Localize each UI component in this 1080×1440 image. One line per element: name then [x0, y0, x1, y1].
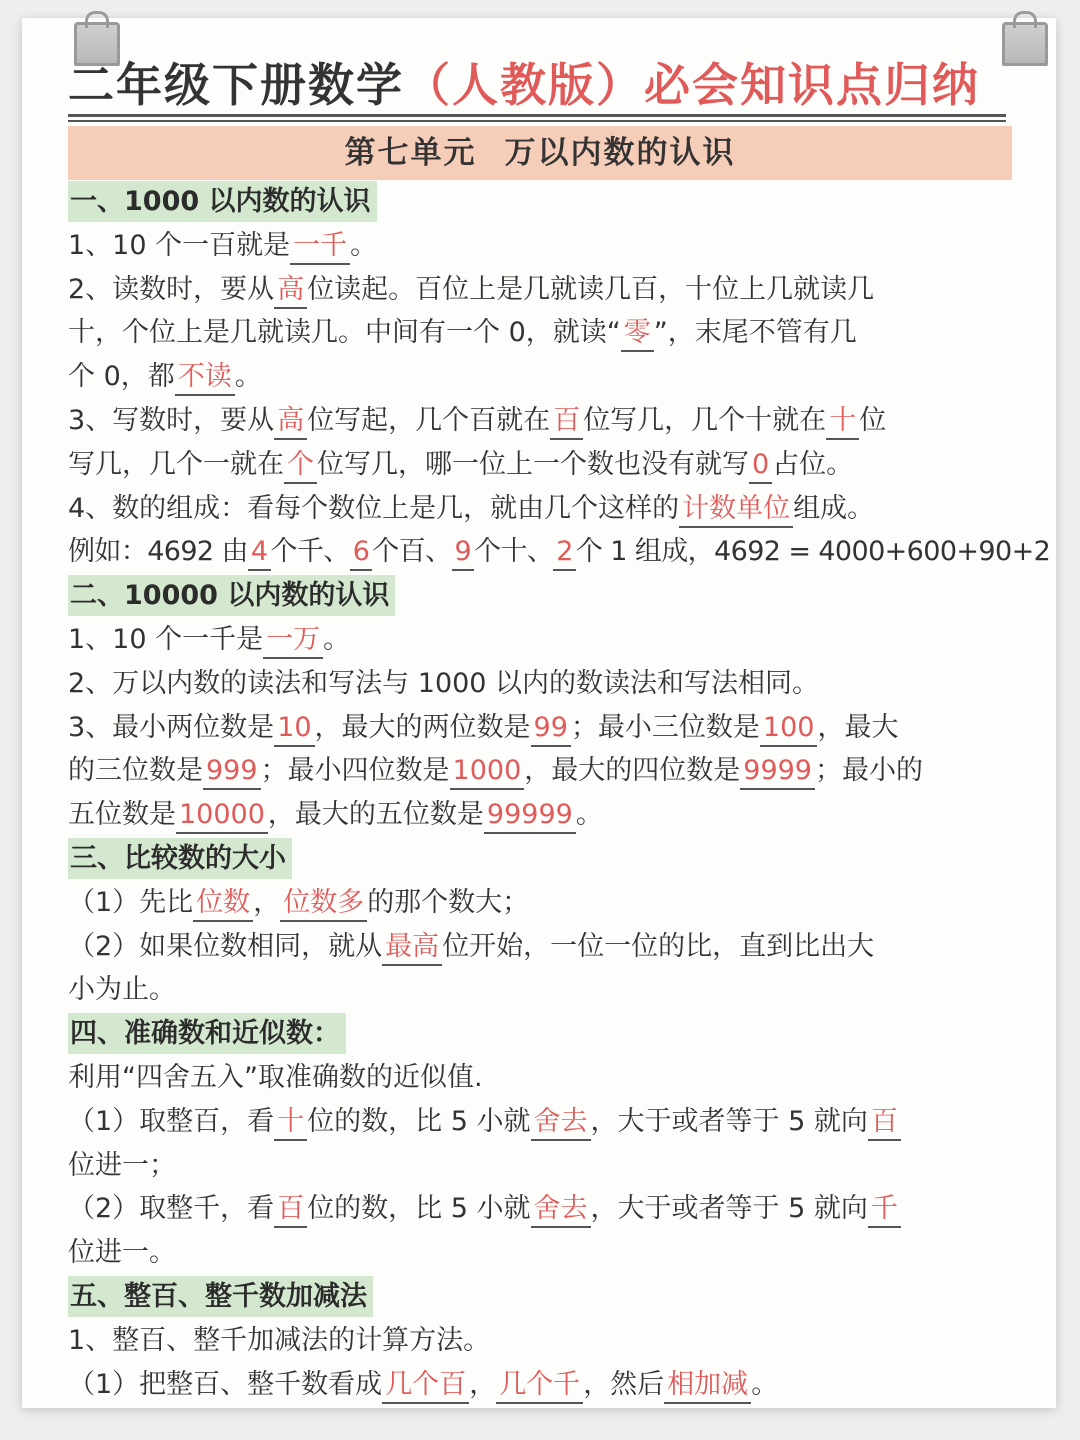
text-line: （1）取整百，看 十 位的数，比 5 小就 舍去 ，大于或者等于 5 就向 百: [68, 1100, 1012, 1144]
text-line: 3、最小两位数是 10 ，最大的两位数是 99 ；最小三位数是 100 ，最大: [68, 706, 1012, 750]
section-heading: 四、准确数和近似数：: [68, 1013, 346, 1054]
unit-name: 万以内数的认识: [504, 135, 736, 171]
answer-blank: 十: [826, 404, 859, 440]
answer-blank: 几个百: [382, 1368, 469, 1404]
answer-blank: 百: [868, 1105, 901, 1141]
answer-blank: 9999: [740, 754, 815, 790]
text-line: （2）如果位数相同，就从 最高 位开始，一位一位的比，直到比出大: [68, 925, 1012, 969]
answer-blank: 计数单位: [679, 492, 793, 528]
answer-blank: 4: [248, 535, 271, 571]
answer-blank: 6: [350, 535, 373, 571]
section-heading: 五、整百、整千数加减法: [68, 1276, 373, 1317]
title-underline: [68, 120, 1006, 122]
text-line: （2）取整千，看 百 位的数，比 5 小就 舍去 ，大于或者等于 5 就向 千: [68, 1187, 1012, 1231]
text-line: 2、万以内数的读法和写法与 1000 以内的数读法和写法相同。: [68, 667, 820, 699]
text-line: 五位数是 10000 ，最大的五位数是 99999 。: [68, 793, 1012, 837]
answer-blank: 100: [760, 711, 818, 747]
answer-blank: 百: [550, 404, 583, 440]
text-line: 4、数的组成：看每个数位上是几，就由几个这样的 计数单位 组成。: [68, 487, 1012, 531]
page-title: 二年级下册数学（人教版）必会知识点归纳: [68, 58, 980, 112]
text-line: 位进一。: [68, 1237, 176, 1269]
text-line: 位进一；: [68, 1149, 176, 1181]
answer-blank: 位数: [193, 886, 253, 922]
answer-blank: 个: [284, 448, 317, 484]
text-line: 2、读数时，要从 高 位读起。百位上是几就读几百，十位上几就读几: [68, 268, 1012, 312]
text-line: 写几，几个一就在 个 位写几，哪一位上一个数也没有就写 0 占位。: [68, 443, 1012, 487]
answer-blank: 几个千: [496, 1368, 583, 1404]
text-line: 3、写数时，要从 高 位写起，几个百就在 百 位写几，几个十就在 十 位: [68, 399, 1012, 443]
answer-blank: 百: [274, 1192, 307, 1228]
answer-blank: 99: [531, 711, 571, 747]
answer-blank: 舍去: [531, 1192, 591, 1228]
answer-blank: 位数多: [280, 886, 367, 922]
content: [68, 180, 1051, 1406]
binder-clip-icon: [1002, 22, 1048, 66]
answer-blank: 相加减: [664, 1368, 751, 1404]
answer-blank: 1000: [450, 754, 525, 790]
text-line: 例如：4692 由 4 个千、 6 个百、 9 个十、 2 个 1 组成，4692 = 4000+600+90+2: [68, 530, 1012, 574]
section-heading: 一、1000 以内数的认识: [68, 181, 377, 222]
section-heading: 三、比较数的大小: [68, 838, 292, 879]
answer-blank: 一千: [290, 229, 350, 265]
answer-blank: 2: [553, 535, 576, 571]
text-line: （1）先比 位数 ， 位数多 的那个数大；: [68, 881, 1012, 925]
answer-blank: 十: [274, 1105, 307, 1141]
answer-blank: 99999: [484, 798, 576, 834]
answer-blank: 千: [868, 1192, 901, 1228]
text-line: 小为止。: [68, 974, 176, 1006]
text-line: 1、整百、整千加减法的计算方法。: [68, 1324, 491, 1356]
text-line: 1、10 个一百就是 一千 。: [68, 224, 1012, 268]
answer-blank: 0: [749, 448, 772, 484]
text-line: 1、10 个一千是 一万 。: [68, 618, 1012, 662]
answer-blank: 高: [274, 273, 307, 309]
answer-blank: 10000: [176, 798, 268, 834]
text-line: 的三位数是 999 ；最小四位数是 1000 ，最大的四位数是 9999 ；最小的: [68, 749, 1012, 793]
answer-blank: 999: [203, 754, 261, 790]
title-underline: [68, 114, 1006, 117]
unit-banner: [68, 126, 1012, 180]
answer-blank: 不读: [175, 360, 235, 396]
text-line: 利用“四舍五入”取准确数的近似值.: [68, 1061, 483, 1093]
answer-blank: 10: [274, 711, 314, 747]
answer-blank: 最高: [382, 930, 442, 966]
section-heading: 二、10000 以内数的认识: [68, 575, 395, 616]
answer-blank: 一万: [263, 623, 323, 659]
text-line: 十，个位上是几就读几。中间有一个 0，就读“ 零 ”，末尾不管有几: [68, 311, 1012, 355]
text-line: （1）把整百、整千数看成 几个百 ， 几个千 ，然后 相加减 。: [68, 1363, 1012, 1407]
unit-number: 第七单元: [344, 135, 477, 171]
answer-blank: 零: [621, 316, 654, 352]
answer-blank: 舍去: [531, 1105, 591, 1141]
text-line: 个 0，都 不读 。: [68, 355, 1012, 399]
answer-blank: 高: [274, 404, 307, 440]
answer-blank: 9: [452, 535, 475, 571]
